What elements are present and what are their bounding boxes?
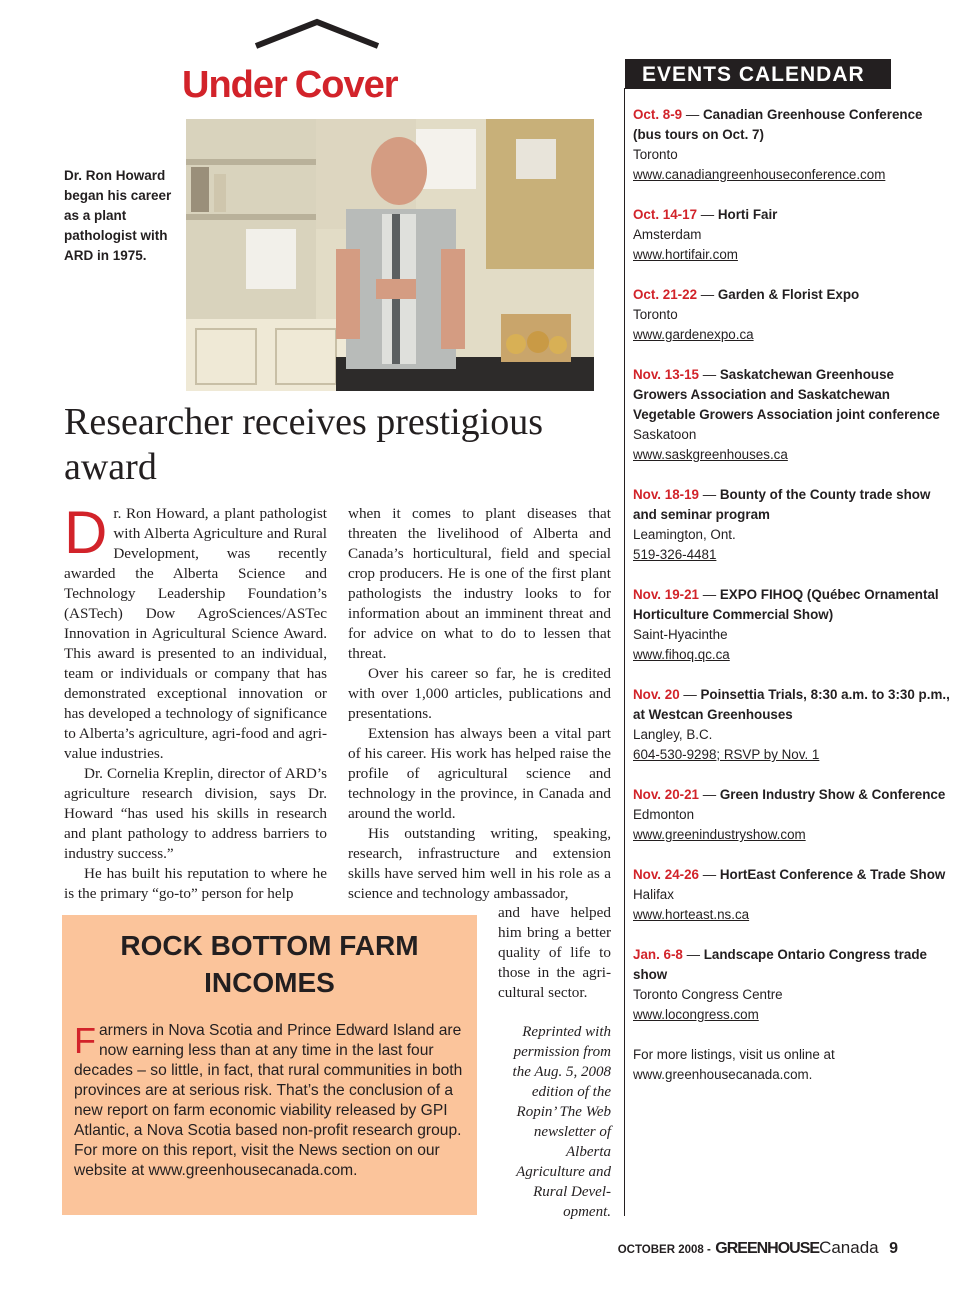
event-item: Oct. 21-22 — Garden & Florist Expo Toronto www.gardenexpo.ca [633, 285, 951, 345]
event-link[interactable]: www.saskgreenhouses.ca [633, 447, 788, 462]
event-item: Oct. 8-9 — Canadian Greenhouse Conference (bus tours on Oct. 7) Toronto www.canadiangreenhouseconference.com [633, 105, 951, 185]
event-date: Nov. 20 [633, 687, 680, 702]
footer-issue-date: OCTOBER 2008 - [617, 1244, 711, 1256]
event-link[interactable]: www.gardenexpo.ca [633, 327, 754, 342]
event-link[interactable]: 604-530-9298; RSVP by Nov. 1 [633, 747, 820, 762]
event-date: Nov. 18-19 [633, 487, 699, 502]
reprint-credit: Reprinted with permission from the Aug. 5, 2008 edition of the Ropin’ The Web newsletter of Alberta Agriculture and Rural Development. [512, 1024, 611, 1220]
event-date: Nov. 19-21 [633, 587, 699, 602]
box-title: ROCK BOTTOM FARM INCOMES [120, 930, 419, 998]
event-place: Halifax [633, 887, 674, 902]
event-place: Toronto [633, 307, 678, 322]
box-body [74, 1021, 469, 1181]
event-item: Nov. 20-21 — Green Industry Show & Conference Edmonton www.greenindustryshow.com [633, 785, 951, 845]
event-date: Jan. 6-8 [633, 947, 683, 962]
events-calendar-header: EVENTS CALENDAR [625, 59, 891, 89]
article-paragraph: Extension has always been a vital part of his career. His work has helped raise the profile of agricultural science and technology in the province, in Canada and around the world. [348, 725, 611, 822]
event-item: Nov. 24-26 — HortEast Conference & Trade Show Halifax www.horteast.ns.ca [633, 865, 951, 925]
event-place: Amsterdam [633, 227, 702, 242]
event-date: Oct. 14-17 [633, 207, 698, 222]
photo-caption: Dr. Ron Howard began his career as a plant pathologist with ARD in 1975. [64, 168, 172, 263]
article-paragraph: and have helped him bring a better quality of life to those in the agricultural sector. [498, 904, 611, 1001]
event-place: Saskatoon [633, 427, 697, 442]
event-name: Green Industry Show & Conference [719, 787, 946, 802]
article-column-1 [64, 499, 327, 904]
event-link[interactable]: www.hortifair.com [633, 247, 738, 262]
under-cover-logo [182, 18, 457, 106]
event-item: Nov. 20 — Poinsettia Trials, 8:30 a.m. to 3:30 p.m., at Westcan Greenhouses Langley, B.C. 604-530-9298; RSVP by Nov. 1 [633, 685, 951, 765]
page-footer [618, 1238, 898, 1258]
event-name: Bounty of the County trade show and seminar program [633, 487, 931, 522]
event-name: HortEast Conference & Trade Show [719, 867, 946, 882]
event-link[interactable]: www.locongress.com [633, 1007, 759, 1022]
footer-brand-bold: GREENHOUSE [715, 1240, 820, 1257]
more-listings [633, 1045, 951, 1085]
footer-brand-light: Canada [819, 1238, 879, 1257]
event-link[interactable]: www.greenindustryshow.com [633, 827, 806, 842]
events-list [633, 105, 951, 1085]
article-drop-cap: D [64, 499, 108, 566]
article-paragraph: Dr. Cornelia Kreplin, director of ARD’s agriculture research division, says Dr. Howard “has used his skills in research and plant pathology to address barriers to industry success.” [64, 765, 327, 862]
logo-word-cover: Cover [294, 64, 398, 106]
event-date: Oct. 8-9 [633, 107, 683, 122]
event-link[interactable]: 519-326-4481 [633, 547, 717, 562]
event-name: Landscape Ontario Congress trade show [633, 947, 927, 982]
event-name: Poinsettia Trials, 8:30 a.m. to 3:30 p.m., at Westcan Greenhouses [633, 687, 950, 722]
column-rule [624, 88, 625, 1216]
article-column-2-continued [498, 903, 611, 1003]
event-name: Horti Fair [717, 207, 778, 222]
event-date: Oct. 21-22 [633, 287, 698, 302]
event-place: Langley, B.C. [633, 727, 713, 742]
event-place: Saint-Hyacinthe [633, 627, 728, 642]
article-paragraph: Over his career so far, he is credited with over 1,000 articles, publications and presentations. [348, 665, 611, 722]
event-link[interactable]: www.canadiangreenhouseconference.com [633, 167, 886, 182]
event-date: Nov. 20-21 [633, 787, 699, 802]
event-name: Garden & Florist Expo [717, 287, 860, 302]
event-item: Oct. 14-17 — Horti Fair Amsterdam www.hortifair.com [633, 205, 951, 265]
event-place: Toronto [633, 147, 678, 162]
roof-icon [252, 18, 382, 50]
event-item: Nov. 13-15 — Saskatchewan Greenhouse Growers Association and Saskatchewan Vegetable Growers Association joint conference Saskatoon www.saskgreenhouses.ca [633, 365, 951, 465]
event-name: EXPO FIHOQ (Québec Ornamental Horticulture Commercial Show) [633, 587, 939, 622]
article-paragraph: His outstanding writing, speaking, research, infrastructure and extension skills have served him well in his role as a science and technology ambassador, [348, 825, 611, 902]
article-paragraph: r. Ron Howard, a plant pathologist with Alberta Agriculture and Rural Development, was recently awarded the Alberta Science and Technology Leadership Foundation’s (ASTech) Dow AgroSciences/ASTec Innovation in Agricultural Science Award. This award is presented to an individual, team or individuals or company that has demonstrated exceptional innovation or has developed a technology of significance to Alberta’s agriculture, agri-food and agri-value industries. [64, 505, 327, 762]
box-drop-cap: F [74, 1020, 96, 1061]
article-column-2 [348, 504, 611, 904]
event-link[interactable]: www.fihoq.qc.ca [633, 647, 730, 662]
event-name: Saskatchewan Greenhouse Growers Association and Saskatchewan Vegetable Growers Association joint conference [633, 367, 940, 422]
article-paragraph: He has built his reputation to where he is the primary “go-to” person for help [64, 865, 327, 902]
event-name: Canadian Greenhouse Conference (bus tours on Oct. 7) [633, 107, 923, 142]
event-place: Edmonton [633, 807, 695, 822]
article-paragraph: when it comes to plant diseases that threaten the livelihood of Alberta and Canada’s horticultural, field and special crop producers. He is one of the first plant pathologists the industry looks to for information about an imminent threat and for advice on what to do to lessen that threat. [348, 505, 611, 662]
researcher-photo [186, 119, 594, 391]
more-listings-url[interactable]: www.greenhousecanada.com. [633, 1067, 813, 1082]
event-link[interactable]: www.horteast.ns.ca [633, 907, 750, 922]
event-item: Nov. 18-19 — Bounty of the County trade show and seminar program Leamington, Ont. 519-326-4481 [633, 485, 951, 565]
article-headline: Researcher receives prestigious award [64, 401, 544, 488]
event-place: Leamington, Ont. [633, 527, 736, 542]
event-date: Nov. 13-15 [633, 367, 699, 382]
event-place: Toronto Congress Centre [633, 987, 783, 1002]
event-date: Nov. 24-26 [633, 867, 699, 882]
event-item: Jan. 6-8 — Landscape Ontario Congress trade show Toronto Congress Centre www.locongress.com [633, 945, 951, 1025]
box-text: armers in Nova Scotia and Prince Edward Island are now earning less than at any time in the last four decades – so little, in fact, that rural communities in both provinces are at serious risk. That’s the conclusion of a new report on farm economic viability released by GPI Atlantic, a Nova Scotia based non-profit research group. For more on this report, visit the News section on our website at www.greenhousecanada.com. [74, 1022, 463, 1179]
more-listings-text: For more listings, visit us online at [633, 1047, 835, 1062]
farm-incomes-box [62, 915, 477, 1215]
event-item: Nov. 19-21 — EXPO FIHOQ (Québec Ornamental Horticulture Commercial Show) Saint-Hyacinthe www.fihoq.qc.ca [633, 585, 951, 665]
logo-word-under: Under [182, 64, 287, 106]
page-number: 9 [889, 1240, 898, 1257]
